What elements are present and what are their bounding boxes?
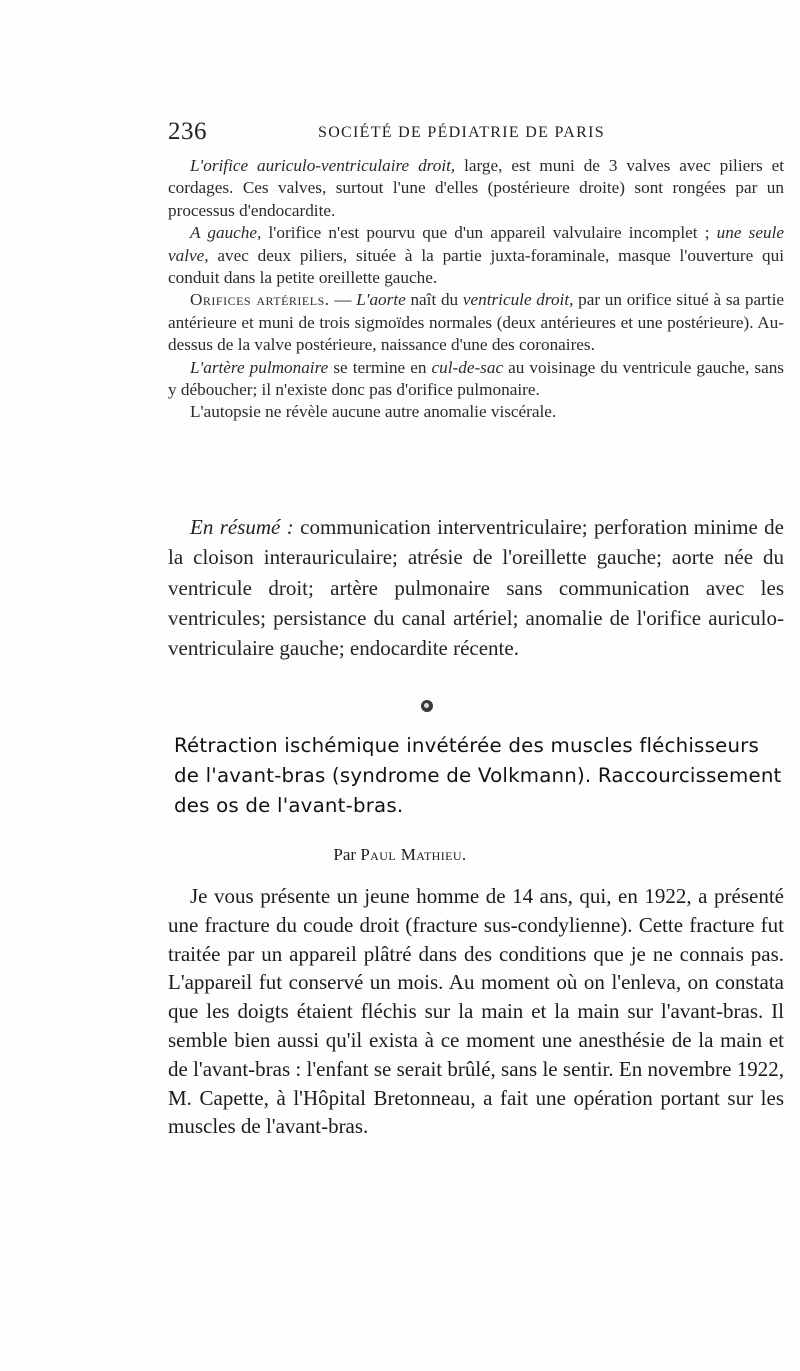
- article-title: Rétraction ischémique invétérée des muscles fléchisseurs de l'avant-bras (syndrome de Volkmann). Raccourcissement des os de l'avant-bras.: [174, 734, 782, 817]
- paragraph-text: communication interventriculaire; perforation minime de la cloison interauriculaire; atrésie de l'oreillette gauche; aorte née du ventricule droit; artère pulmonaire sans communication avec les ventricules; persistance du canal artériel; anomalie de l'orifice auriculo-ventriculaire gauche; endocardite récente.: [168, 515, 784, 661]
- paragraph-text: large, est muni de 3 valves avec piliers et cordages. Ces valves, surtout l'une d'elles (postérieure droite) sont rongées par un processus d'endocardite.: [168, 156, 784, 220]
- paragraph-pulmonary-artery: [168, 357, 784, 402]
- italic-phrase: cul-de-sac: [431, 357, 504, 377]
- page-header: [168, 118, 783, 148]
- page-number: 236: [168, 118, 207, 145]
- italic-lead: En résumé :: [190, 515, 294, 539]
- italic-lead: A gauche,: [190, 223, 262, 243]
- author-prefix: Par: [333, 845, 361, 864]
- summary-paragraph: [168, 512, 784, 663]
- paragraph-text: par un orifice situé à sa partie antérieure et muni de trois sigmoïdes normales (deux antérieures et une postérieure). Au-dessus de la valve postérieure, naissance d'une des coronaires.: [168, 290, 784, 355]
- paragraph-text: naît du: [405, 290, 463, 310]
- section-lead: Orifices artériels.: [190, 290, 330, 310]
- article-body: Je vous présente un jeune homme de 14 ans, qui, en 1922, a présenté une fracture du coude droit (fracture sus-condylienne). Cette fracture fut traitée par un appareil plâtré dans des conditions que je ne connais pas. L'appareil fut conservé un mois. Au moment où on l'enleva, on constata que les doigts étaient fléchis sur la main et la main sur l'avant-bras. Il semble bien aussi qu'il exista à ce moment une anesthésie de la main et de l'avant-bras : l'enfant se serait brûlé, sans le sentir. En novembre 1922, M. Capette, à l'Hôpital Bretonneau, a fait une opération portant sur les muscles de l'avant-bras.: [168, 884, 784, 1139]
- ornament-icon: [421, 700, 433, 712]
- paragraph-arterial-orifices: [168, 289, 784, 356]
- paragraph-left-orifice: [168, 222, 784, 289]
- paragraph-text: —: [329, 290, 357, 310]
- author-name: Paul Mathieu.: [360, 845, 467, 864]
- italic-phrase: L'aorte: [356, 290, 406, 310]
- italic-lead: L'orifice auriculo-ventriculaire droit,: [190, 156, 456, 175]
- paragraph-right-orifice: [168, 155, 784, 222]
- author-line: [0, 845, 800, 865]
- case-report-continuation: [168, 155, 784, 424]
- paragraph-autopsy: [168, 401, 784, 423]
- paragraph-text: se termine en: [328, 357, 432, 377]
- italic-phrase: ventricule droit,: [462, 290, 574, 310]
- italic-lead: L'artère pulmonaire: [190, 357, 329, 377]
- paragraph-text: L'autopsie ne révèle aucune autre anomalie viscérale.: [190, 402, 557, 422]
- paragraph-text: avec deux piliers, située à la partie juxta-foraminale, masque l'ouverture qui conduit dans la petite oreillette gauche.: [168, 245, 784, 288]
- running-title: SOCIÉTÉ DE PÉDIATRIE DE PARIS: [318, 124, 605, 141]
- paragraph-text: l'orifice n'est pourvu que d'un appareil valvulaire incomplet ;: [261, 223, 717, 243]
- paragraph-text: au voisinage du ventricule gauche, sans y déboucher; il n'existe donc pas d'orifice pulmonaire.: [168, 357, 784, 400]
- italic-phrase: une seule valve,: [168, 223, 784, 265]
